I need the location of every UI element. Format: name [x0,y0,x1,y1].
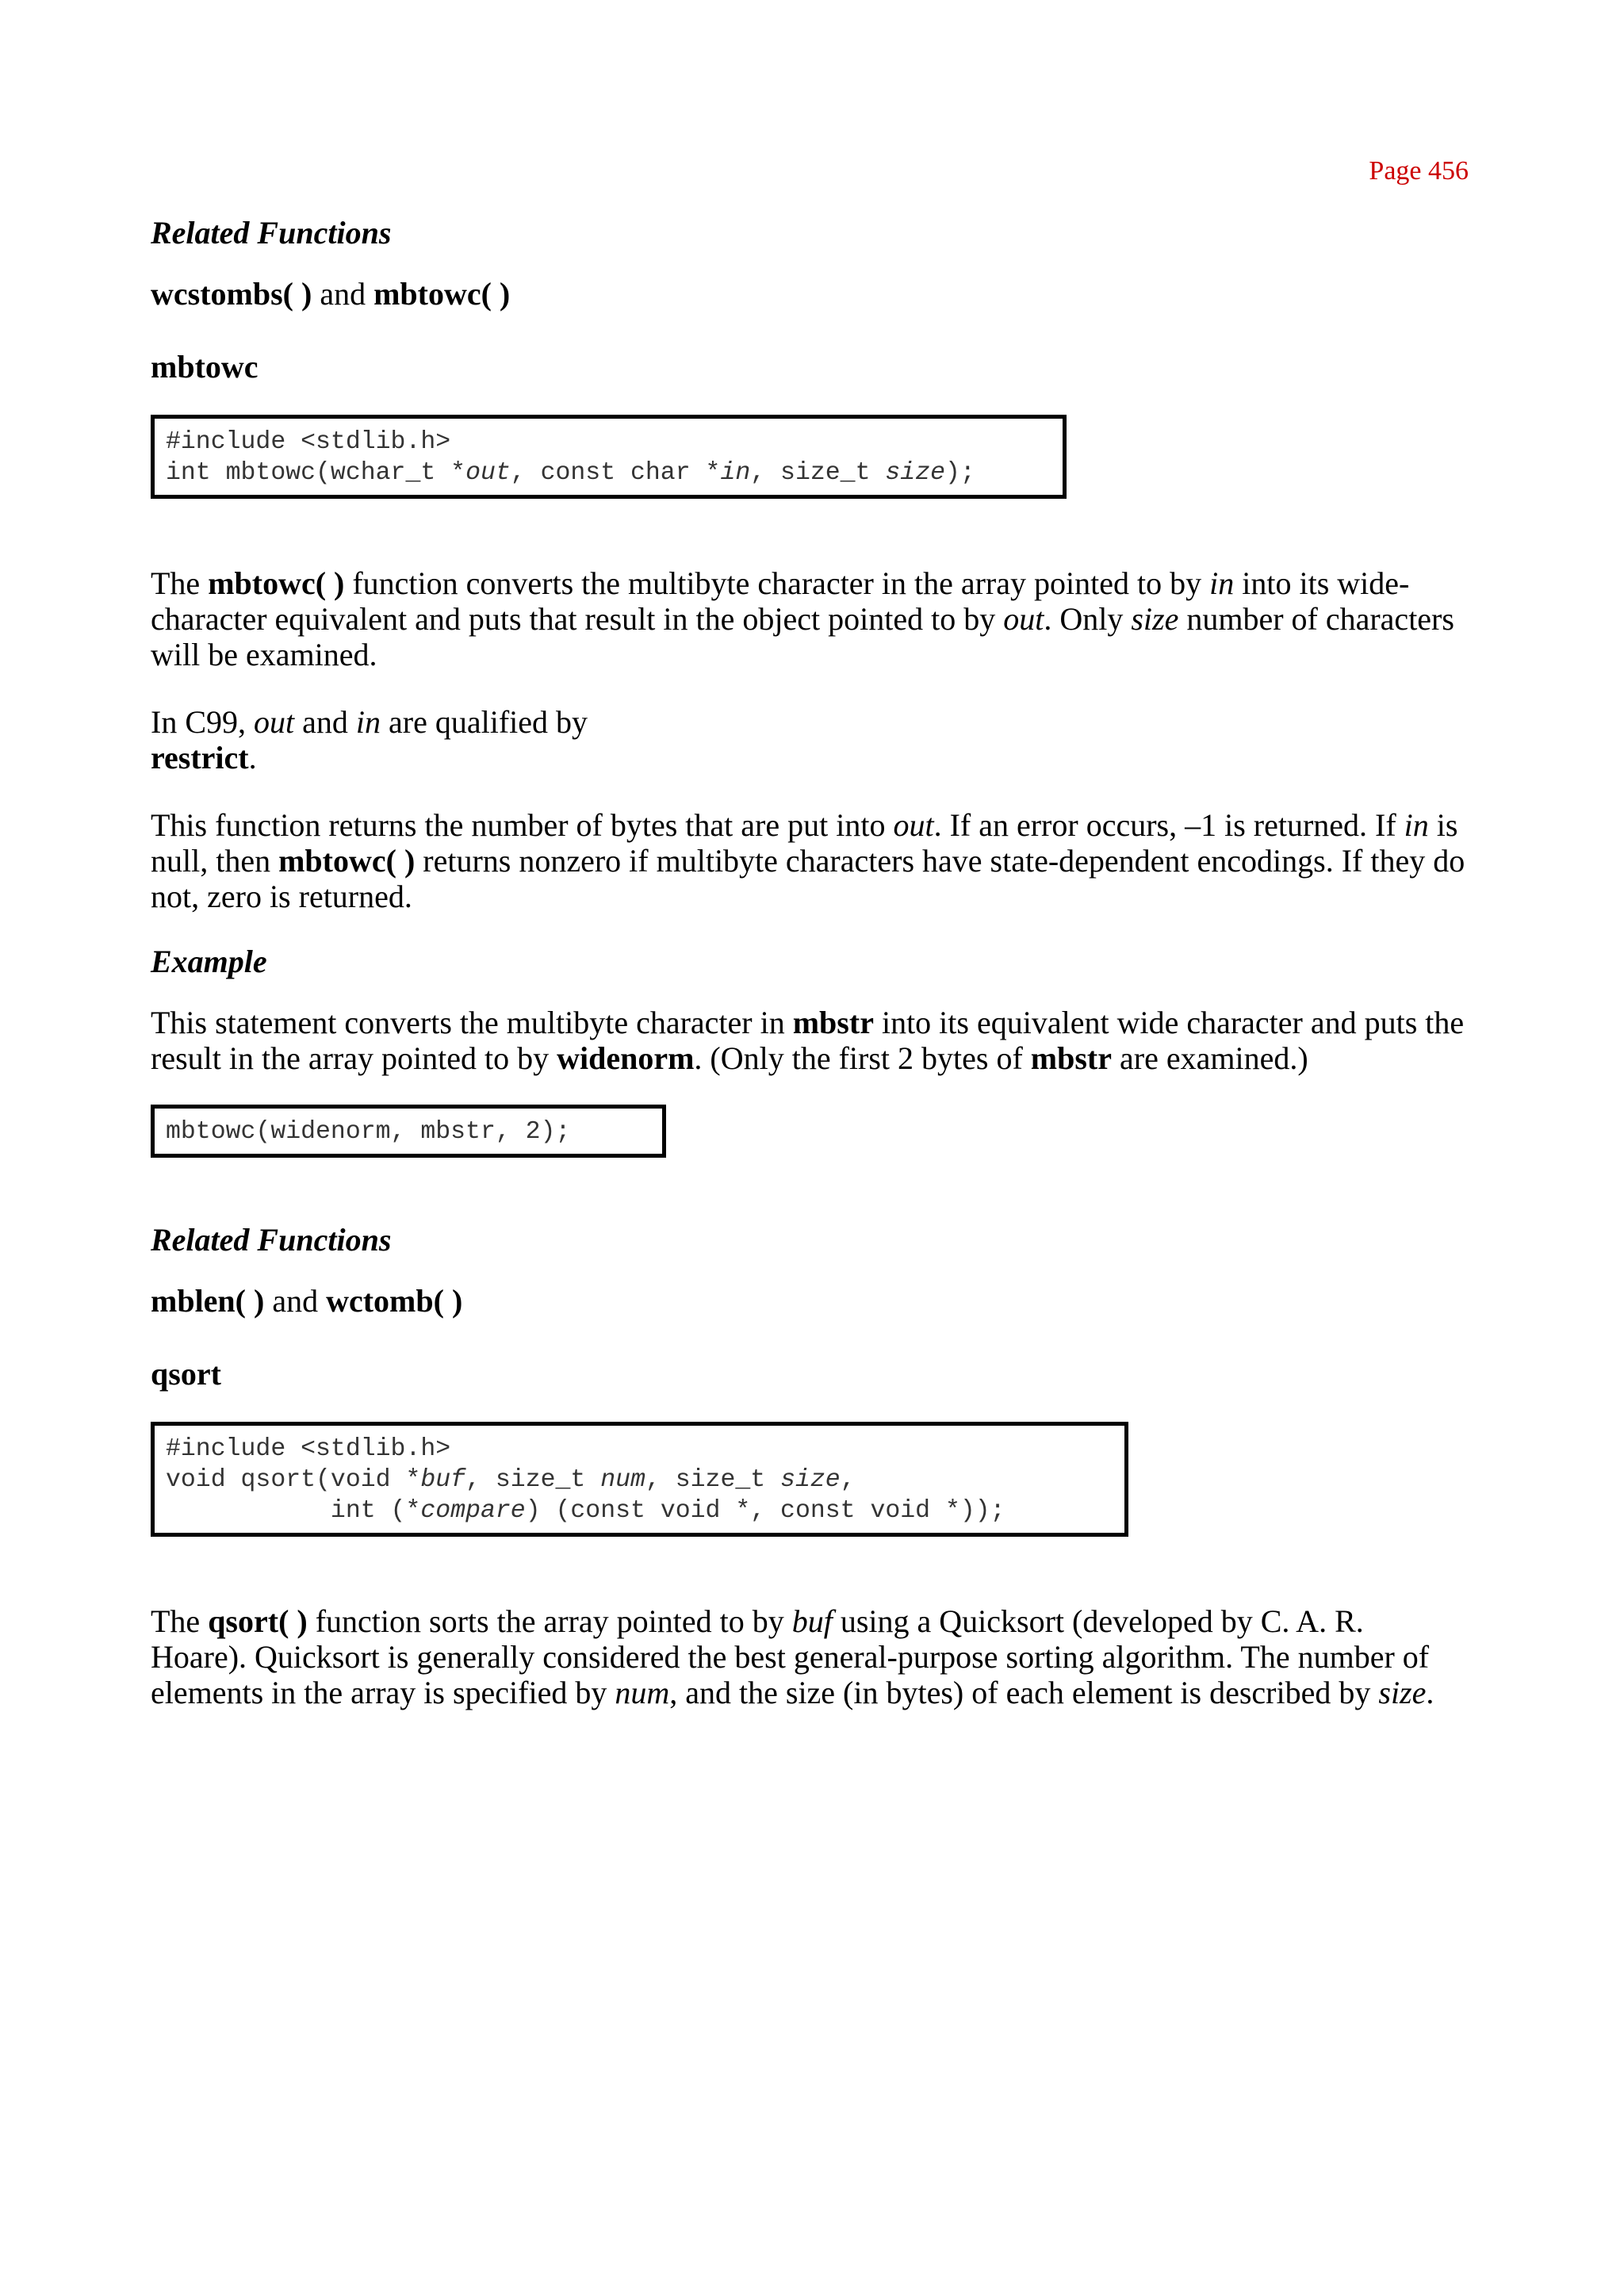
code-block-mbtowc-prototype: #include <stdlib.h> int mbtowc(wchar_t *out, const char *in, size_t size); [151,415,1067,499]
function-title-qsort: qsort [151,1356,221,1392]
code-block-mbtowc-example: mbtowc(widenorm, mbstr, 2); [151,1105,666,1158]
qsort-description: The qsort( ) function sorts the array pointed to by buf using a Quicksort (developed by C. A. R. Hoare). Quicksort is generally considered the best general-purpose sorting algorithm. The number of elements in the array is specified by num, and the size (in bytes) of each element is described by size. [151,1603,1434,1710]
function-ref-mbtowc: mbtowc( ) [373,276,511,312]
example-heading: Example [151,944,267,979]
function-ref-wctomb: wctomb( ) [326,1283,463,1319]
related-functions-list: wcstombs( ) and mbtowc( ) [151,276,511,312]
function-ref-wcstombs: wcstombs( ) [151,276,312,312]
mbtowc-description: The mbtowc( ) function converts the multibyte character in the array pointed to by in into its wide-character equivalent and puts that result in the object pointed to by out. Only size number of characters will be examined. [151,565,1454,672]
mbtowc-return-value: This function returns the number of bytes that are put into out. If an error occurs, –1 is returned. If in is null, then mbtowc( ) returns nonzero if multibyte characters have state-dependent encodings. If they do not, zero is returned. [151,807,1465,914]
page-number: Page 456 [1369,156,1469,186]
function-ref-mblen: mblen( ) [151,1283,265,1319]
related-functions-list: mblen( ) and wctomb( ) [151,1283,463,1319]
code-block-qsort-prototype: #include <stdlib.h> void qsort(void *buf, size_t num, size_t size, int (*compare) (const void *, const void *)); [151,1422,1128,1537]
page-content [151,213,1467,1710]
mbtowc-c99-note: In C99, out and in are qualified by restrict. [151,704,588,776]
related-functions-heading: Related Functions [151,215,392,251]
example-description: This statement converts the multibyte character in mbstr into its equivalent wide character and puts the result in the array pointed to by widenorm. (Only the first 2 bytes of mbstr are examined.) [151,1005,1465,1076]
function-title-mbtowc: mbtowc [151,349,259,385]
related-functions-heading: Related Functions [151,1222,392,1258]
